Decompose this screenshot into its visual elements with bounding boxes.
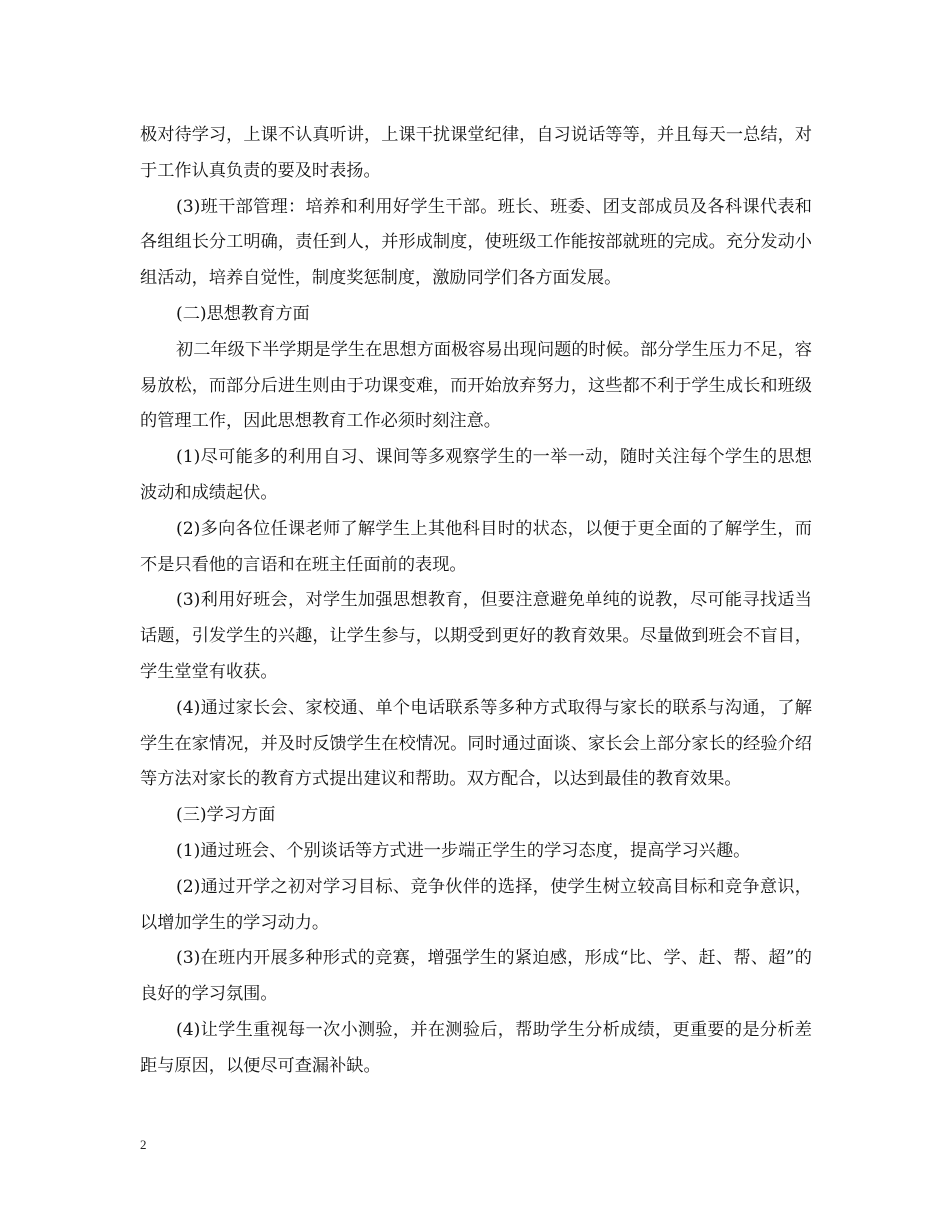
paragraph-ideology-item-4: (4)通过家长会、家校通、单个电话联系等多种方式取得与家长的联系与沟通，了解学生在家情况，并及时反馈学生在校情况。同时通过面谈、家长会上部分家长的经验介绍等方法对家长的教育方式提出建议和帮助。双方配合，以达到最佳的教育效果。 [140,697,812,790]
paragraph-ideological-overview: 初二年级下半学期是学生在思想方面极容易出现问题的时候。部分学生压力不足，容易放松，而部分后进生则由于功课变难，而开始放弃努力，这些都不利于学生成长和班级的管理工作，因此思想教育工作必须时刻注意。 [140,339,812,432]
paragraph-study-item-4: (4)让学生重视每一次小测验，并在测验后，帮助学生分析成绩，更重要的是分析差距与原因，以便尽可查漏补缺。 [140,1019,812,1076]
section-heading-study: (三)学习方面 [176,805,276,826]
paragraph-study-item-3: (3)在班内开展多种形式的竞赛，增强学生的紧迫感，形成“比、学、赶、帮、超”的良好的学习氛围。 [140,948,812,1005]
section-heading-ideological-education: (二)思想教育方面 [176,303,310,324]
paragraph-ideology-item-3: (3)利用好班会，对学生加强思想教育，但要注意避免单纯的说教，尽可能寻找适当话题，引发学生的兴趣，让学生参与，以期受到更好的教育效果。尽量做到班会不盲目，学生堂堂有收获。 [140,590,812,682]
paragraph-continued-discipline: 极对待学习，上课不认真听讲，上课干扰课堂纪律，自习说话等等，并且每天一总结，对于工作认真负责的要及时表扬。 [140,125,812,181]
paragraph-ideology-item-2: (2)多向各位任课老师了解学生上其他科目时的状态，以便于更全面的了解学生，而不是只看他的言语和在班主任面前的表现。 [140,518,812,575]
paragraph-ideology-item-1: (1)尽可能多的利用自习、课间等多观察学生的一举一动，随时关注每个学生的思想波动和成绩起伏。 [140,447,812,503]
paragraph-class-cadre-management: (3)班干部管理：培养和利用好学生干部。班长、班委、团支部成员及各科课代表和各组组长分工明确，责任到人，并形成制度，使班级工作能按部就班的完成。充分发动小组活动，培养自觉性，制度奖惩制度，激励同学们各方面发展。 [140,196,812,289]
paragraph-study-item-1: (1)通过班会、个别谈话等方式进一步端正学生的学习态度，提高学习兴趣。 [176,840,751,861]
page-number: 2 [140,1137,147,1152]
document-body [140,118,812,1085]
paragraph-study-item-2: (2)通过开学之初对学习目标、竞争伙伴的选择，使学生树立较高目标和竞争意识，以增加学生的学习动力。 [140,876,812,933]
